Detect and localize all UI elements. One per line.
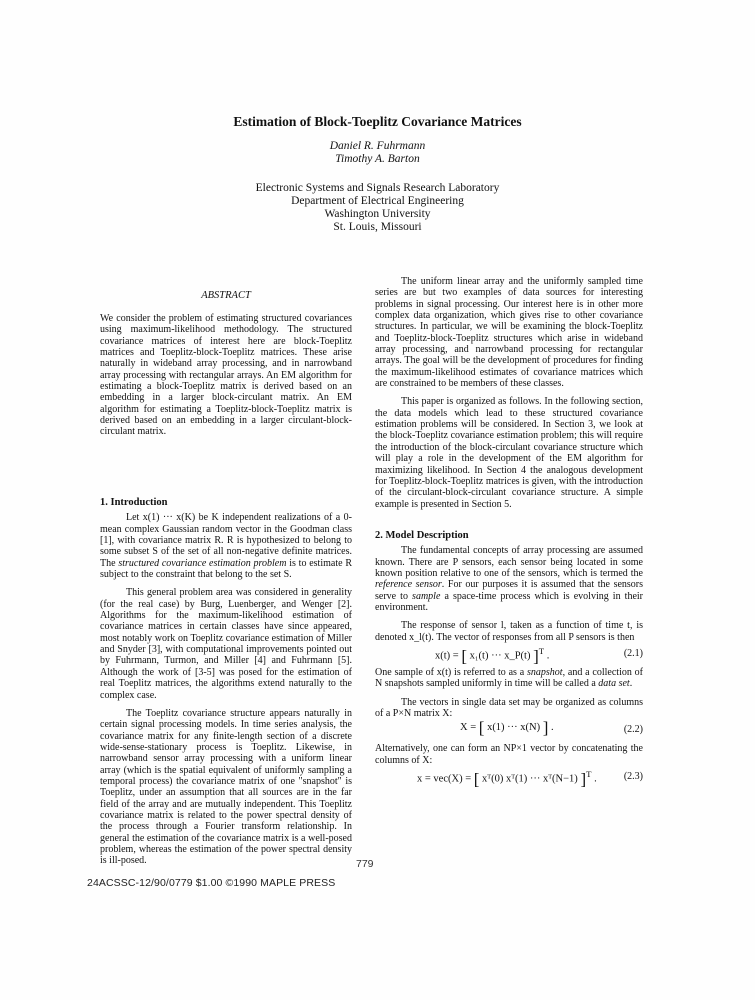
model-paragraph-1: The fundamental concepts of array processing are assumed known. There are P sensors, each sensor being located in some known position relative to one of the sensors, which is termed the reference sensor. For our purposes it is assumed that the sensors serve to sample a space-time process which is evolving in their environment.	[375, 545, 644, 613]
intro-paragraph-2: This general problem area was considered in generality (for the real case) by Burg, Luenberger, and Wenger [2]. Algorithms for the maximum-likelihood estimation of covariance matrices in certain classes have since appeared, most notably work on Toeplitz covariance estimation of Miller and Snyder [3], with computational improvements pointed out by Fuhrmann, Turmon, and Miller [4] and Fuhrmann [5]. Although the work of [3-5] was posed for the estimation of real Toeplitz matrices, the algorithms extend naturally to the complex case.	[100, 587, 352, 701]
intro-paragraph-3: The Toeplitz covariance structure appears naturally in certain signal processing models. In time series analysis, the covariance matrix for any finite-length section of a discrete wide-sense-stationary process is Toeplitz. Likewise, in narrowband sensor array processing with a uniform linear array (which is the spatial equivalent of uniformly sampling a temporal process) the covariance matrix of one "snapshot" is Toeplitz, under an assumption that all sources are in the far field of the array and are mutually independent. This Toeplitz covariance matrix is related to the power spectral density of the process through a Fourier transform relationship. In general the estimation of the covariance matrix is a well-posed problem, whereas the estimation of the power spectral density is ill-posed.	[100, 707, 352, 867]
bracket-right: ]	[542, 718, 549, 738]
intro-paragraph-4: The uniform linear array and the uniformly sampled time series are but two examples of data sources for interesting problems in signal processing. Our interest here is in other more complex data organization, which gives rise to other covariance structures. In particular, we will be examining the block-Toeplitz and Toeplitz-block-Toeplitz structures which arise in wideband array processing, and narrowband processing for rectangular arrays. The goal will be the development of procedures for finding the maximum-likelihood estimates of covariance matrices which are constrained to be members of these classes.	[375, 276, 643, 390]
bracket-left: [	[473, 769, 480, 789]
paper-title: Estimation of Block-Toeplitz Covariance Matrices	[233, 114, 522, 129]
affiliation-line: Washington University	[324, 208, 431, 220]
section-heading-model: 2. Model Description	[375, 529, 469, 541]
introduction-section	[100, 497, 352, 867]
intro-paragraph-1: Let x(1) ··· x(K) be K independent realizations of a 0-mean complex Gaussian random vector in the Goodman class [1], with covariance matrix R. R is hypothesized to belong to some subset S of the set of all non-negative definite matrices. The structured covariance estimation problem is to estimate R subject to the constraint that belong to the set S.	[100, 512, 352, 581]
affiliation	[0, 182, 755, 234]
copyright-line: 24ACSSC-12/90/0779 $1.00 ©1990 MAPLE PRESS	[87, 877, 336, 889]
model-paragraph-2: The response of sensor l, taken as a function of time t, is denoted x_l(t). The vector of responses from all P sensors is then	[375, 620, 643, 643]
section-heading-introduction: 1. Introduction	[100, 497, 168, 508]
author-list	[0, 140, 755, 166]
equation-number: (2.3)	[623, 771, 643, 783]
model-paragraph-5: Alternatively, one can form an NP×1 vector by concatenating the columns of X:	[375, 743, 643, 766]
equation-2-3: x = vec(X) = [ xᵀ(0) xᵀ(1) ··· xᵀ(N−1) ]$^T$ . (2.3)	[417, 769, 643, 789]
abstract-heading: ABSTRACT	[201, 290, 251, 301]
affiliation-line: Electronic Systems and Signals Research Laboratory	[255, 182, 500, 194]
equation-number: (2.2)	[623, 724, 643, 736]
author-name: Timothy A. Barton	[335, 153, 420, 165]
model-paragraph-3: One sample of x(t) is referred to as a snapshot, and a collection of N snapshots sampled uniformly in time will be called a data set.	[375, 666, 644, 690]
bracket-left: [	[461, 646, 468, 666]
affiliation-line: St. Louis, Missouri	[333, 221, 422, 233]
equation-2-2: X = [ x(1) ··· x(N) ] . (2.2)	[460, 718, 643, 738]
right-column	[375, 276, 643, 790]
author-name: Daniel R. Fuhrmann	[329, 140, 426, 152]
intro-paragraph-5: This paper is organized as follows. In the following section, the data models which lead to these structured covariance estimation problems will be considered. In Section 3, we look at the block-Toeplitz covariance estimation problem; this will require the introduction of the block-circulant covariance structure which will play a role in the development of the EM algorithm for maximizing likelihood. In Section 4 the analogous development for Toeplitz-block-Toeplitz matrices is given, with the introduction of the circulant-block-circulant covariance structure. A simple example is presented in Section 5.	[375, 396, 643, 510]
equation-number: (2.1)	[623, 647, 643, 659]
page-number: 779	[356, 858, 374, 870]
equation-2-1: x(t) = [ x₁(t) ··· x_P(t) ]$^T$ . (2.1)	[435, 645, 643, 666]
affiliation-line: Department of Electrical Engineering	[291, 195, 464, 207]
bracket-right: ]	[533, 646, 539, 666]
abstract-paragraph: We consider the problem of estimating structured covariances using maximum-likelihood methodology. The structured covariance matrices of interest here are block-Toeplitz matrices and Toeplitz-block-Toeplitz matrices. These arise naturally in wideband array processing, and in narrowband array processing with rectangular arrays. An EM algorithm for estimating a block-Toeplitz matrix is derived based on an embedding in a larger block-circulant matrix. An EM algorithm for estimating a Toeplitz-block-Toeplitz matrix is derived based on an embedding in a larger circulant-block-circulant matrix.	[100, 313, 352, 438]
model-paragraph-4: The vectors in single data set may be organized as columns of a P×N matrix X:	[375, 696, 643, 719]
bracket-left: [	[478, 718, 485, 738]
abstract-text	[100, 313, 352, 438]
bracket-right: ]	[580, 769, 587, 789]
